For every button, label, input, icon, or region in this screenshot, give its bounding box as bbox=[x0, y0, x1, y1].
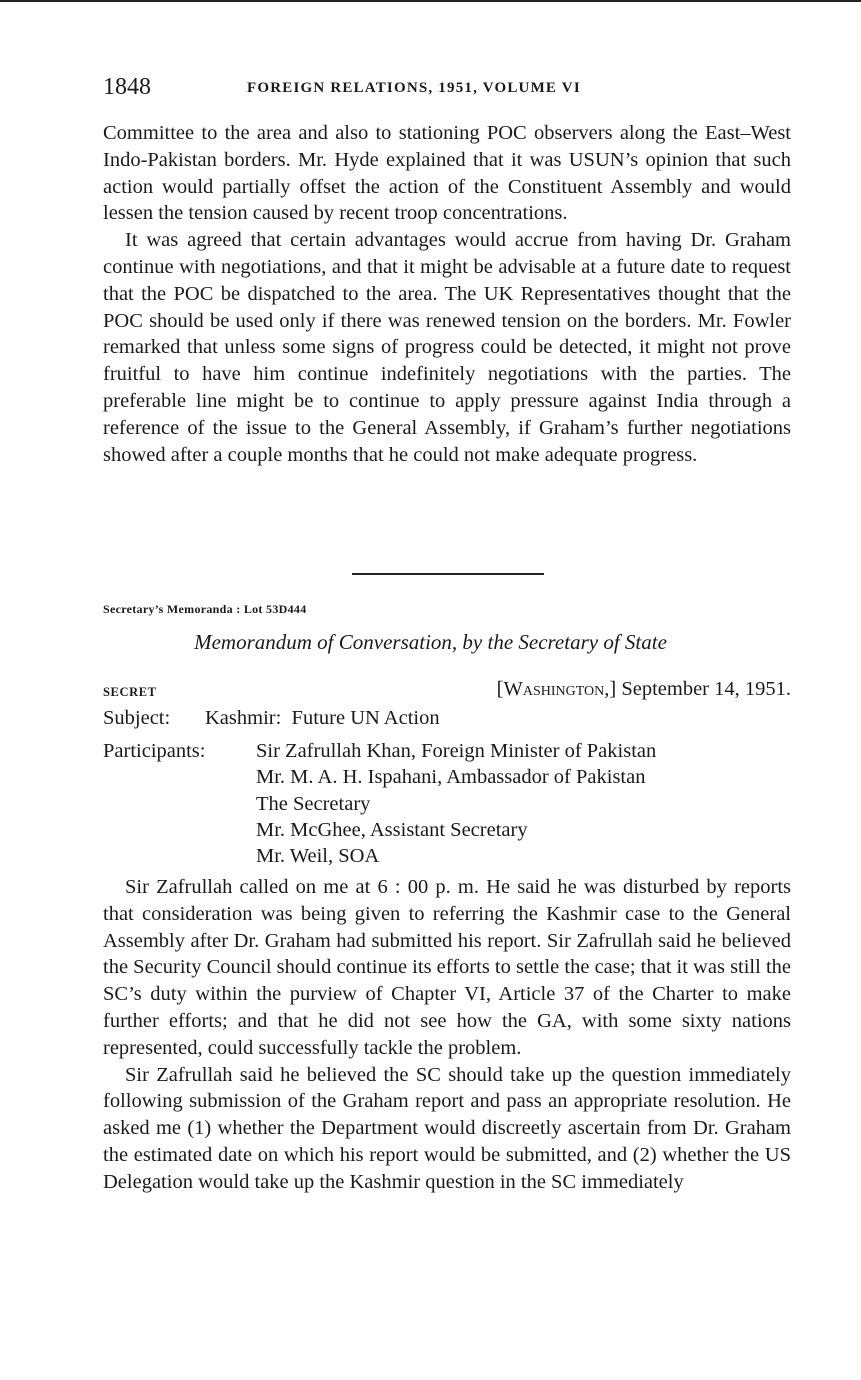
participant: Sir Zafrullah Khan, Foreign Minister of Pakistan bbox=[256, 740, 657, 762]
place: Washington bbox=[503, 678, 605, 700]
continuation-paragraph-1: Committee to the area and also to stationing POC observers along the East–West Indo-Pakistan borders. Mr. Hyde explained that it was USUN’s opinion that such action would partially offset the action of the Constituent Assembly and would lessen the tension caused by recent troop concentrations. bbox=[103, 122, 791, 225]
running-head: FOREIGN RELATIONS, 1951, VOLUME VI bbox=[247, 80, 581, 96]
continuation-text bbox=[103, 120, 791, 468]
subject: Kashmir: Future UN Action bbox=[205, 707, 440, 729]
place-close-bracket: ,] bbox=[604, 678, 617, 700]
top-rule bbox=[0, 0, 861, 2]
subject-label: Subject: bbox=[103, 707, 171, 729]
participant: The Secretary bbox=[256, 792, 371, 815]
subject-line bbox=[103, 707, 440, 730]
classification-row bbox=[103, 678, 791, 706]
participants-label: Participants: bbox=[103, 740, 206, 762]
document-title: Memorandum of Conversation, by the Secretary of State bbox=[194, 630, 667, 654]
memo-paragraph-1: Sir Zafrullah called on me at 6 : 00 p. m. He said he was disturbed by reports that consideration was being given to referring the Kashmir case to the General Assembly after Dr. Graham had submitted his report. Sir Zafrullah said he believed the Security Council should continue its efforts to settle the case; that it was still the SC’s duty within the purview of Chapter VI, Article 37 of the Charter to make further efforts; and that he did not see how the GA, with some sixty nations represented, could successfully tackle the problem. bbox=[103, 876, 791, 1059]
page-number: 1848 bbox=[103, 74, 151, 100]
participant: Mr. M. A. H. Ispahani, Ambassador of Pakistan bbox=[256, 766, 646, 789]
section-divider bbox=[352, 573, 544, 575]
continuation-paragraph-2: It was agreed that certain advantages would accrue from having Dr. Graham continue with negotiations, and that it might be advisable at a future date to request that the POC be dispatched to the area. The UK Representatives thought that the POC should be used only if there was renewed tension on the borders. Mr. Fowler remarked that unless some signs of progress could be detected, it might not prove fruitful to have him continue indefinitely negotiations with the parties. The preferable line might be to continue to apply pressure against India through a reference of the issue to the General Assembly, if Graham’s further negotiations showed after a couple months that he could not make adequate progress. bbox=[103, 229, 791, 466]
dateline bbox=[497, 678, 791, 701]
place-open-bracket: [ bbox=[496, 678, 504, 700]
source-note: Secretary’s Memoranda : Lot 53D444 bbox=[103, 602, 307, 616]
participants-list bbox=[256, 738, 816, 869]
classification: SECRET bbox=[103, 685, 157, 699]
memo-body bbox=[103, 874, 791, 1196]
page-header bbox=[103, 74, 793, 108]
date: September 14, 1951. bbox=[621, 678, 791, 700]
memo-paragraph-2: Sir Zafrullah said he believed the SC should take up the question immediately following submission of the Graham report and pass an appropriate resolution. He asked me (1) whether the Department would discreetly ascertain from Dr. Graham the estimated date on which his report would be submitted, and (2) whether the US Delegation would take up the Kashmir question in the SC immediately bbox=[103, 1063, 791, 1193]
participant: Mr. Weil, SOA bbox=[256, 845, 380, 868]
participant: Mr. McGhee, Assistant Secretary bbox=[256, 818, 528, 841]
